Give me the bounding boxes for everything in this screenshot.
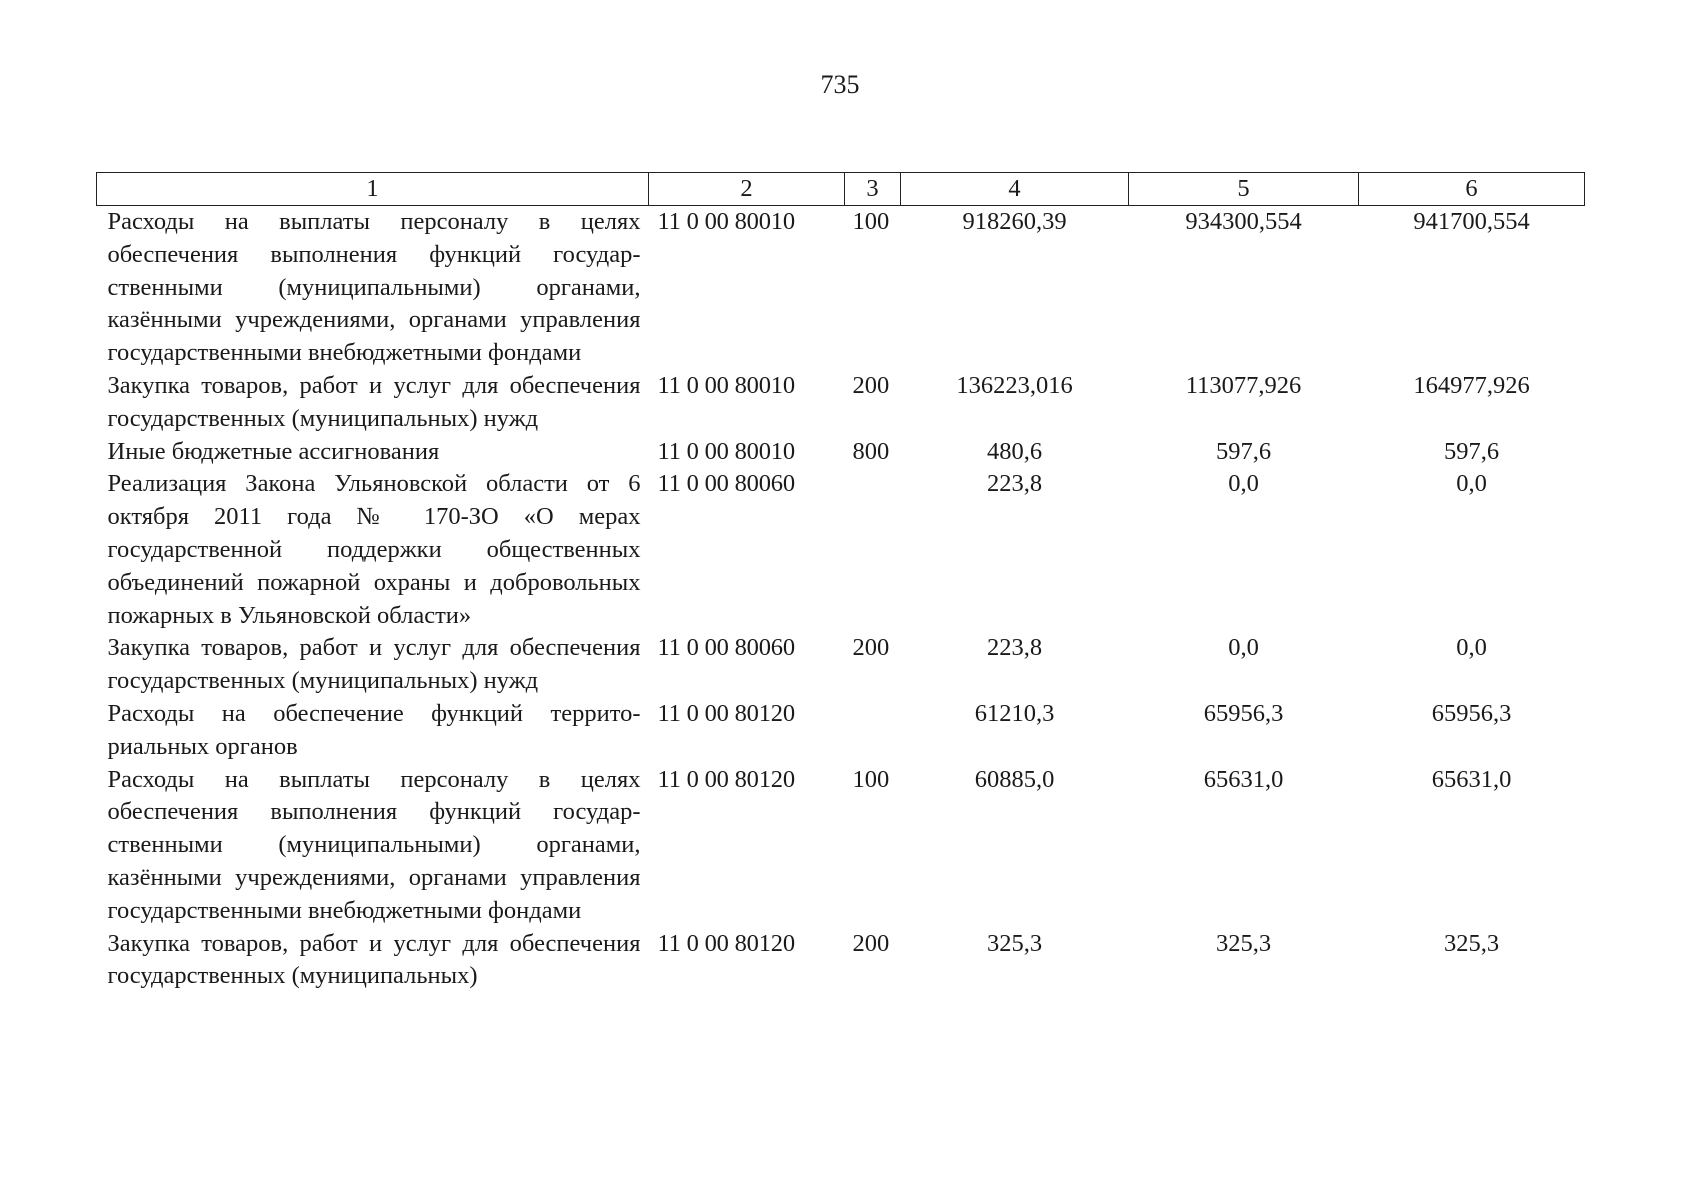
row-expense-type: 200: [852, 929, 890, 957]
page-number: 735: [820, 70, 860, 99]
row-expense-type: [845, 698, 901, 764]
budget-table: [96, 172, 1585, 994]
table-header: [97, 173, 1585, 206]
table-row: [97, 370, 1585, 436]
column-header-amount-1: 4: [901, 173, 1129, 206]
table-row: [97, 468, 1585, 632]
row-amount-2: 0,0: [1228, 470, 1259, 498]
row-amount-3: 65631,0: [1431, 765, 1512, 793]
row-amount-3: 325,3: [1443, 929, 1500, 957]
header-row: [97, 173, 1585, 206]
row-name: Закупка товаров, работ и услуг для обеспечения государственных (муниципальных) нужд: [107, 371, 641, 432]
row-expense-type: 800: [852, 437, 890, 465]
table-row: [97, 764, 1585, 928]
row-name: Закупка товаров, работ и услуг для обеспечения государственных (муниципальных): [107, 929, 641, 990]
row-name: Расходы на выплаты персоналу в целях обеспечения выполнения функций государственными (муниципальными) органами, казёнными учреждениями, органами управления государственными внебюджетными фондами: [107, 765, 641, 924]
table-row: [97, 698, 1585, 764]
row-amount-3: 941700,554: [1413, 208, 1530, 235]
row-code: 11 0 00 80120: [657, 699, 795, 727]
row-amount-2: 113077,926: [1185, 371, 1302, 399]
table-row: [97, 206, 1585, 370]
table-row: [97, 928, 1585, 994]
row-expense-type: 100: [852, 765, 890, 793]
row-code: 11 0 00 80120: [657, 765, 795, 793]
column-header-name: 1: [97, 173, 649, 206]
row-expense-type: 200: [852, 634, 890, 662]
row-amount-2: 325,3: [1215, 929, 1272, 957]
table-body: [97, 206, 1585, 994]
column-header-amount-2: 5: [1129, 173, 1359, 206]
row-amount-1: 60885,0: [974, 765, 1055, 793]
row-amount-2: 597,6: [1215, 437, 1272, 465]
column-header-code: 2: [649, 173, 845, 206]
table-row: [97, 436, 1585, 469]
row-name: Расходы на выплаты персоналу в целях обеспечения выполнения функций государственными (муниципальными) органами, казёнными учреждениями, органами управления государственными внебюджетными фондами: [107, 208, 641, 367]
row-amount-1: 61210,3: [974, 699, 1055, 727]
row-name: Расходы на обеспечение функций территориальных органов: [107, 699, 641, 760]
row-amount-2: 65631,0: [1203, 765, 1284, 793]
row-amount-2: 0,0: [1228, 634, 1259, 662]
row-expense-type: 200: [852, 371, 890, 399]
row-amount-1: 223,8: [986, 634, 1043, 662]
row-name: Иные бюджетные ассигнования: [107, 437, 440, 465]
row-amount-1: 136223,016: [956, 371, 1073, 399]
row-name: Реализация Закона Ульяновской области от 6 октября 2011 года № 170-ЗО «О мерах государственной поддержки общественных объединений пожарной охраны и добровольных пожарных в Ульяновской области»: [107, 470, 641, 629]
row-code: 11 0 00 80010: [657, 208, 795, 235]
row-expense-type: [845, 468, 901, 632]
table-row: [97, 632, 1585, 698]
row-amount-1: 325,3: [986, 929, 1043, 957]
row-code: 11 0 00 80010: [657, 371, 795, 399]
row-code: 11 0 00 80010: [657, 437, 795, 465]
row-expense-type: 100: [852, 208, 890, 235]
row-amount-1: 223,8: [986, 470, 1043, 498]
row-amount-3: 164977,926: [1413, 371, 1530, 399]
row-code: 11 0 00 80060: [657, 634, 795, 662]
row-code: 11 0 00 80120: [657, 929, 795, 957]
row-amount-1: 918260,39: [962, 208, 1067, 235]
row-amount-3: 0,0: [1456, 634, 1487, 662]
row-amount-1: 480,6: [986, 437, 1043, 465]
row-name: Закупка товаров, работ и услуг для обеспечения государственных (муниципальных) нужд: [107, 634, 641, 695]
row-amount-3: 0,0: [1456, 470, 1487, 498]
row-amount-3: 597,6: [1443, 437, 1500, 465]
row-amount-3: 65956,3: [1431, 699, 1512, 727]
row-amount-2: 934300,554: [1185, 208, 1302, 235]
column-header-amount-3: 6: [1359, 173, 1585, 206]
row-amount-2: 65956,3: [1203, 699, 1284, 727]
column-header-expense-type: 3: [845, 173, 901, 206]
row-code: 11 0 00 80060: [657, 470, 795, 498]
